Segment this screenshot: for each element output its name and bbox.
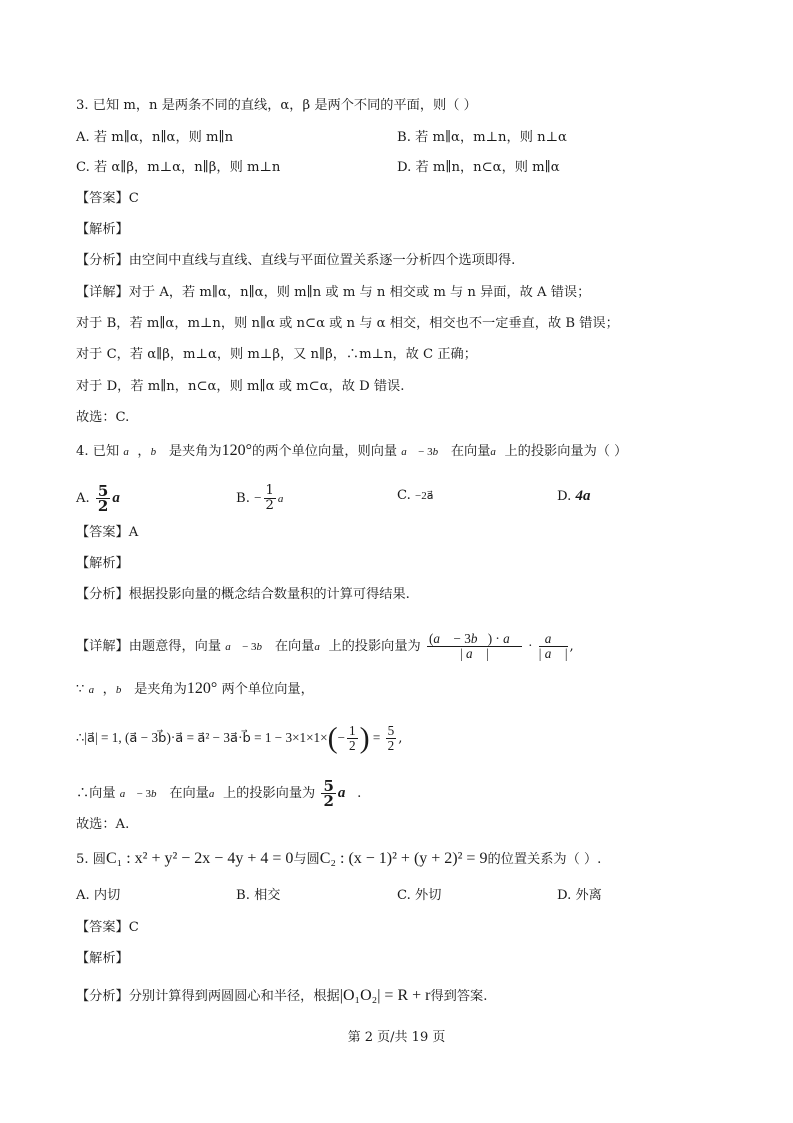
q3-for-d: 对于 D，若 m∥n，n⊂α，则 m∥α 或 m⊂α，故 D 错误. bbox=[76, 379, 405, 394]
q5-fenxi: 【分析】分别计算得到两圆圆心和半径，根据|O₁O₂| = R + r得到答案. bbox=[76, 987, 488, 1004]
q5-answer: 【答案】C bbox=[76, 920, 139, 935]
q3-stem: 3. 已知 m，n 是两条不同的直线，α，β 是两个不同的平面，则（ ） bbox=[76, 98, 477, 113]
q4-stem: 4. 已知 a⃗，b⃗ 是夹角为120°的两个单位向量，则向量 a⃗ − 3b⃗ 在向量a⃗上的投影向量为（ ） bbox=[76, 442, 628, 459]
page-footer: 第 2 页/共 19 页 bbox=[347, 1030, 446, 1045]
q3-for-b: 对于 B，若 m∥α，m⊥n，则 n∥α 或 n⊂α 或 n 与 α 相交，相交也不一定垂直，故 B 错误； bbox=[76, 316, 619, 331]
q4-option-d: D. 4a⃗ bbox=[557, 488, 603, 504]
q4-because: ∵ a⃗，b⃗ 是夹角为120° 两个单位向量， bbox=[76, 680, 314, 697]
q5-option-d: D. 外离 bbox=[557, 888, 602, 903]
q3-answer: 【答案】C bbox=[76, 191, 139, 206]
q4-fenxi: 【分析】根据投影向量的概念结合数量积的计算可得结果. bbox=[76, 587, 410, 602]
q3-option-a: A. 若 m∥α，n∥α，则 m∥n bbox=[76, 130, 234, 145]
q4-calculation: ∴|a⃗| = 1, (a⃗ − 3b⃗)·a⃗ = a⃗² − 3a⃗·b⃗ = 1 − 3×1×1×(− $\frac{1}{2}$ ) = $\frac{5}{2}$ , bbox=[76, 721, 403, 755]
q5-analysis-label: 【解析】 bbox=[76, 951, 129, 966]
q4-analysis-label: 【解析】 bbox=[76, 556, 129, 571]
q3-option-d: D. 若 m∥n，n⊂α，则 m∥α bbox=[397, 160, 560, 175]
q5-option-b: B. 相交 bbox=[236, 888, 281, 903]
q5-option-a: A. 内切 bbox=[76, 888, 121, 903]
q4-xiangjie: 【详解】由题意得，向量 a⃗ − 3b⃗ 在向量a⃗上的投影向量为 $\frac{(a⃗ - 3b⃗) \cdot a⃗}{| a⃗ |}$ · $\frac{a⃗}{| a⃗ |}$ , bbox=[76, 631, 574, 661]
q3-xiangjie: 【详解】对于 A，若 m∥α，n∥α，则 m∥n 或 m 与 n 相交或 m 与 n 异面，故 A 错误； bbox=[76, 285, 591, 300]
q3-analysis-label: 【解析】 bbox=[76, 222, 129, 237]
q4-option-a: A. $\frac{5}{2}$ a⃗ bbox=[76, 482, 132, 515]
q3-fenxi: 【分析】由空间中直线与直线、直线与平面位置关系逐一分析四个选项即得. bbox=[76, 253, 516, 268]
q3-option-c: C. 若 α∥β，m⊥α，n∥β，则 m⊥n bbox=[76, 160, 281, 175]
q4-option-c: C. −2a⃗ bbox=[397, 488, 434, 503]
q5-stem: 5. 圆C₁ : x² + y² − 2x − 4y + 4 = 0与圆C₂ : (x − 1)² + (y + 2)² = 9的位置关系为（ ）. bbox=[76, 850, 602, 867]
q3-option-b: B. 若 m∥α，m⊥n，则 n⊥α bbox=[397, 130, 567, 145]
q4-answer: 【答案】A bbox=[76, 525, 139, 540]
q4-option-b: B. − $\frac{1}{2}$ a⃗ bbox=[236, 483, 292, 513]
q4-choice: 故选：A. bbox=[76, 817, 130, 832]
q3-for-c: 对于 C，若 α∥β，m⊥α，则 m⊥β，又 n∥β，∴m⊥n，故 C 正确； bbox=[76, 347, 477, 362]
q5-option-c: C. 外切 bbox=[397, 888, 442, 903]
q4-result: ∴向量 a⃗ − 3b⃗ 在向量a⃗上的投影向量为 $\frac{5}{2}$ a⃗. bbox=[76, 777, 362, 810]
q3-choice: 故选：C. bbox=[76, 410, 130, 425]
